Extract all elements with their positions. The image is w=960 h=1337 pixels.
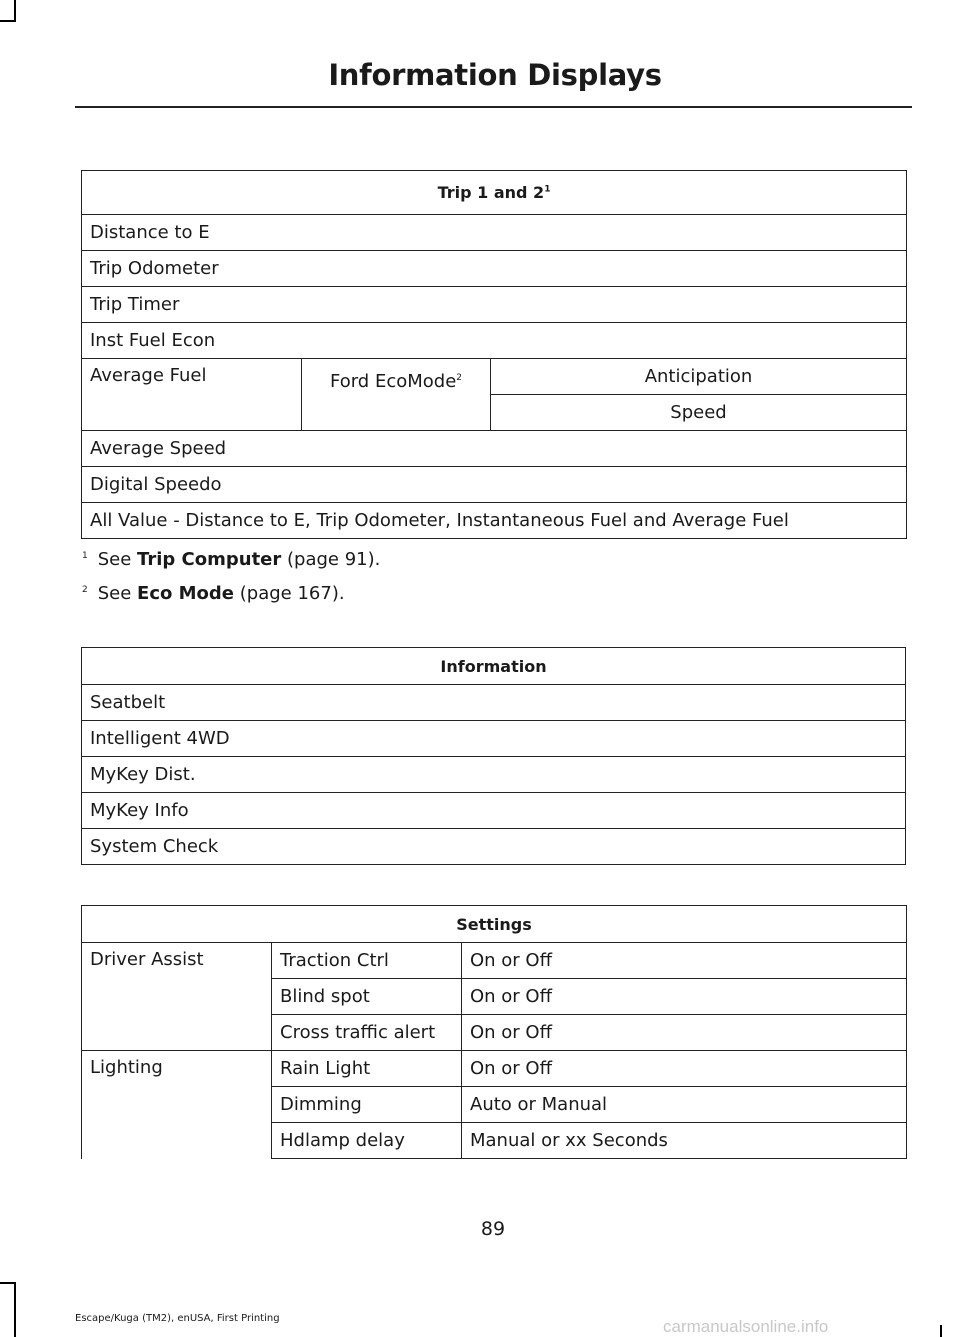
footnote: $^2$ See Eco Mode (page 167). <box>82 583 345 604</box>
table-row: MyKey Dist. <box>82 757 906 793</box>
table-row: All Value - Distance to E, Trip Odometer, Instantaneous Fuel and Average Fuel <box>82 503 907 539</box>
setting-value: On or Off <box>462 1051 907 1087</box>
footer-text: Escape/Kuga (TM2), enUSA, First Printing <box>75 1313 280 1324</box>
setting-label: Blind spot <box>272 979 462 1015</box>
setting-label: Traction Ctrl <box>272 943 462 979</box>
watermark: carmanualsonline.info <box>663 1317 829 1336</box>
setting-label: Rain Light <box>272 1051 462 1087</box>
setting-label: Hdlamp delay <box>272 1123 462 1159</box>
settings-group-lighting: Lighting <box>82 1051 272 1159</box>
footnote-link[interactable]: Trip Computer <box>137 549 282 570</box>
setting-value: On or Off <box>462 979 907 1015</box>
table-row: MyKey Info <box>82 793 906 829</box>
crop-mark <box>0 20 16 22</box>
table-row: Digital Speedo <box>82 467 907 503</box>
page-title: Information Displays <box>328 58 662 92</box>
table-row: Inst Fuel Econ <box>82 323 907 359</box>
average-fuel-cell: Average Fuel <box>82 359 302 431</box>
table-row: System Check <box>82 829 906 865</box>
setting-label: Cross traffic alert <box>272 1015 462 1051</box>
table-row: Intelligent 4WD <box>82 721 906 757</box>
table-row: Average Speed <box>82 431 907 467</box>
header-divider <box>75 106 912 108</box>
footnote: $^1$ See Trip Computer (page 91). <box>82 549 381 570</box>
setting-value: On or Off <box>462 943 907 979</box>
page-number: 89 <box>480 1218 506 1240</box>
table-row: Trip Timer <box>82 287 907 323</box>
trip-table-title: Trip 1 and $2^1$ <box>82 171 907 215</box>
settings-table-title: Settings <box>82 906 907 943</box>
ecomode-cell: Ford EcoMode$^2$ <box>302 359 491 431</box>
footnote-link[interactable]: Eco Mode <box>137 583 235 604</box>
anticipation-cell: Anticipation <box>491 359 907 395</box>
crop-mark <box>14 1282 16 1337</box>
setting-value: Auto or Manual <box>462 1087 907 1123</box>
settings-group-driver-assist: Driver Assist <box>82 943 272 1051</box>
crop-mark <box>0 1282 16 1284</box>
setting-label: Dimming <box>272 1087 462 1123</box>
settings-table <box>81 905 907 1159</box>
speed-cell: Speed <box>491 395 907 431</box>
table-row: Trip Odometer <box>82 251 907 287</box>
setting-value: On or Off <box>462 1015 907 1051</box>
crop-mark <box>14 0 16 22</box>
setting-value: Manual or xx Seconds <box>462 1123 907 1159</box>
information-table <box>81 647 906 865</box>
information-table-title: Information <box>82 648 906 685</box>
trip-table <box>81 170 907 539</box>
table-row: Seatbelt <box>82 685 906 721</box>
table-row: Distance to E <box>82 215 907 251</box>
crop-mark <box>940 1325 942 1337</box>
